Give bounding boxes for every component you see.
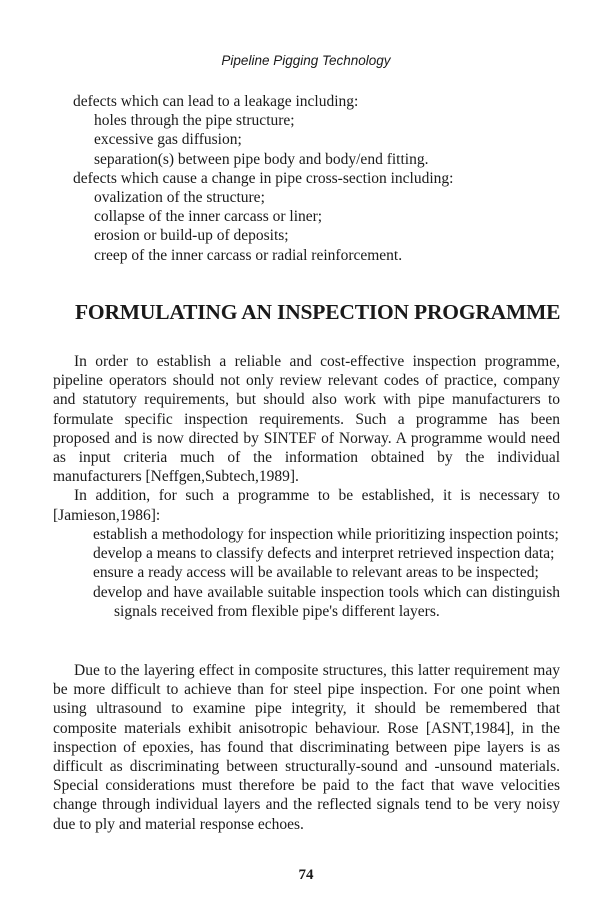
list-item: erosion or build-up of deposits; xyxy=(94,227,289,245)
paragraph: Due to the layering effect in composite structures, this latter requirement may be more difficult to achieve than for steel pipe inspection. For one point when using ultrasound to examine pipe integrity, it should be remembered that composite materials exhibit anisotropic behaviour. Rose [ASNT,1984], in the inspection of epoxies, has found that discriminating between pipe layers is as difficult as discriminating between structurally-sound and -unsound materials. Special considerations must therefore be paid to the fact that wave velocities change through individual layers and the reflected signals tend to be very noisy due to ply and material response echoes. xyxy=(53,662,560,833)
list-item: creep of the inner carcass or radial reinforcement. xyxy=(94,246,403,264)
defect-list xyxy=(73,92,573,265)
list-item: holes through the pipe structure; xyxy=(94,112,295,130)
intro-paragraphs xyxy=(53,352,560,525)
defect-category-leakage: defects which can lead to a leakage including: xyxy=(73,93,359,110)
requirements-list xyxy=(93,525,560,621)
list-item: ovalization of the structure; xyxy=(94,189,265,207)
running-head: Pipeline Pigging Technology xyxy=(221,53,391,68)
closing-paragraph xyxy=(53,661,560,834)
list-item: ensure a ready access will be available to relevant areas to be inspected; xyxy=(93,564,539,582)
list-item: establish a methodology for inspection while prioritizing inspection points; xyxy=(93,526,559,543)
section-heading: FORMULATING AN INSPECTION PROGRAMME xyxy=(75,300,561,324)
list-item: develop and have available suitable inspection tools which can distinguish signals received from flexible pipe's different layers. xyxy=(93,583,560,620)
list-item: separation(s) between pipe body and body/end fitting. xyxy=(94,150,429,168)
defect-category-cross-section: defects which cause a change in pipe cross-section including: xyxy=(73,169,454,187)
paragraph: In addition, for such a programme to be established, it is necessary to [Jamieson,1986]: xyxy=(53,487,560,524)
paragraph: In order to establish a reliable and cost-effective inspection programme, pipeline operators should not only review relevant codes of practice, company and statutory requirements, but should also work with pipe manufacturers to formulate specific inspection requirements. Such a programme has been proposed and is now directed by SINTEF of Norway. A programme would need as input criteria much of the information obtained by the individual manufacturers [Neffgen,Subtech,1989]. xyxy=(53,353,560,486)
page-number: 74 xyxy=(298,867,314,883)
list-item: collapse of the inner carcass or liner; xyxy=(94,208,323,226)
list-item: excessive gas diffusion; xyxy=(94,131,242,149)
list-item: develop a means to classify defects and interpret retrieved inspection data; xyxy=(93,545,555,563)
